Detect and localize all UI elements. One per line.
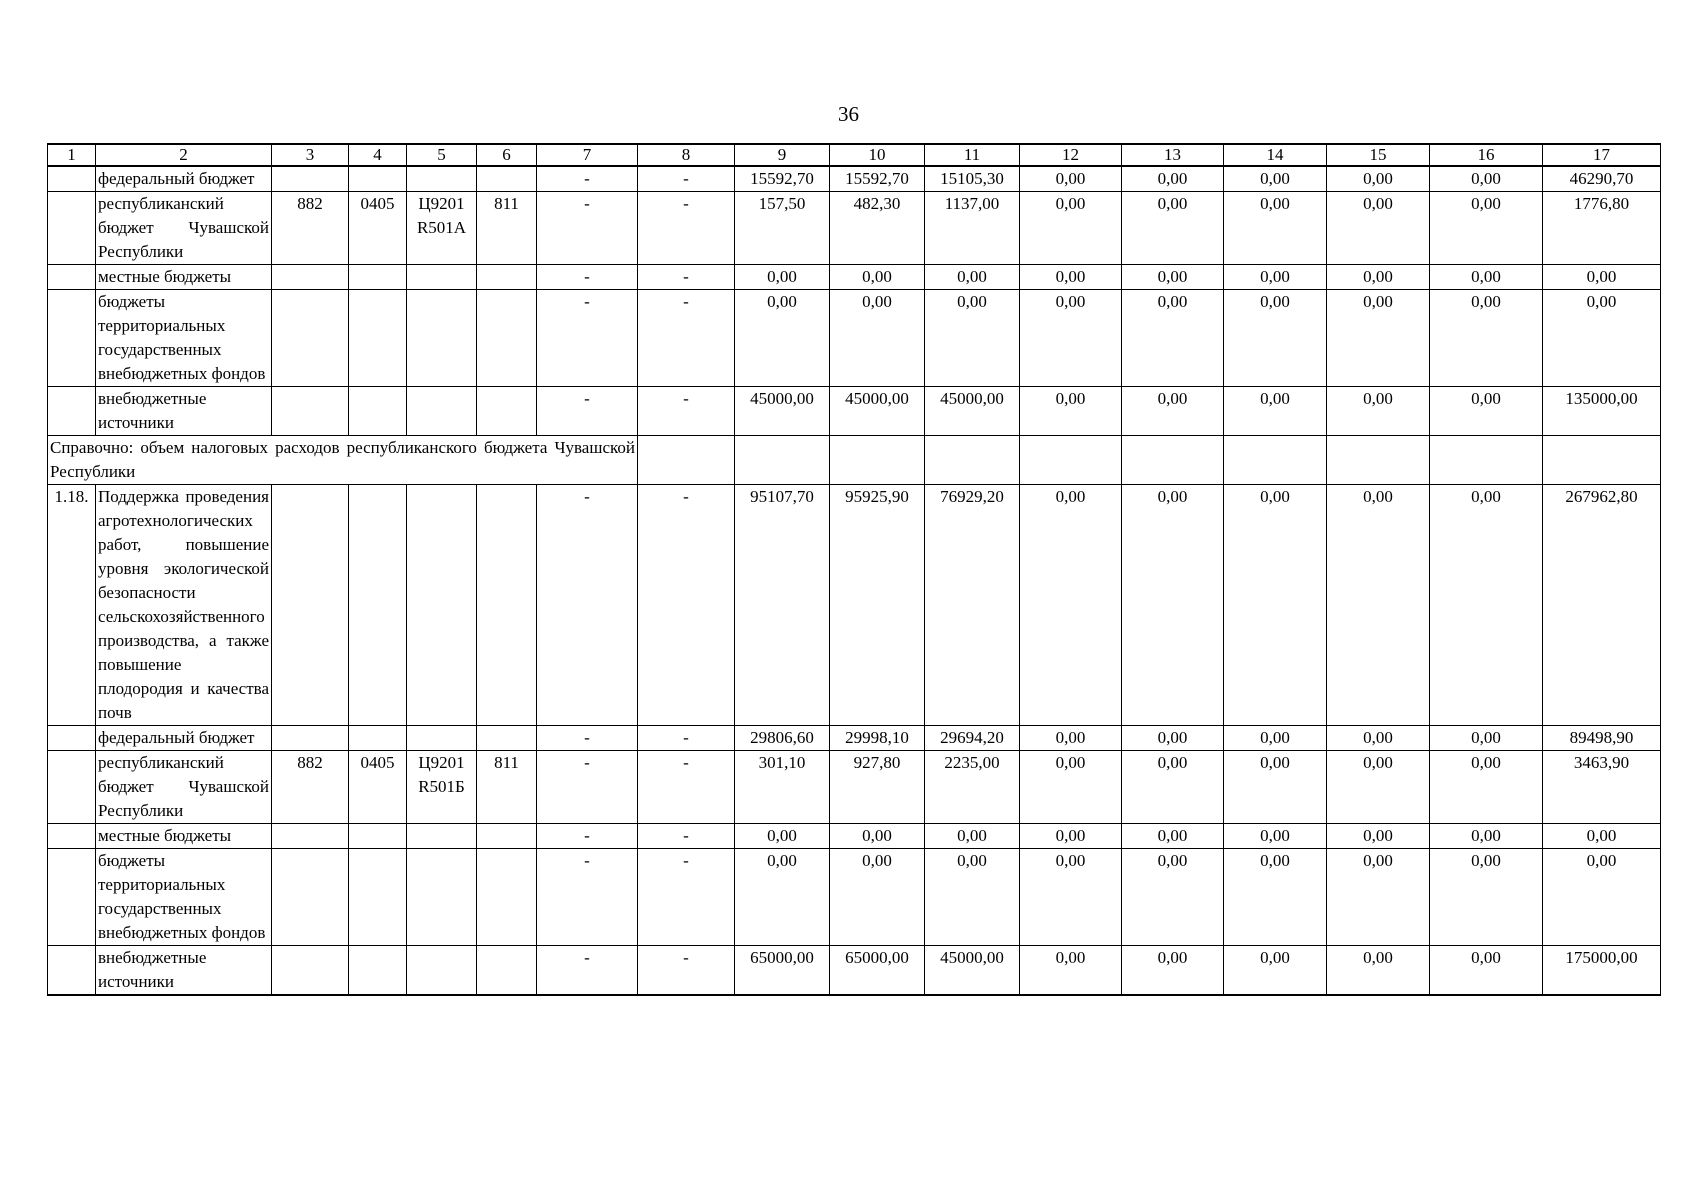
table-cell — [272, 166, 349, 192]
table-cell: 0,00 — [1224, 849, 1327, 946]
table-cell: 0,00 — [1543, 824, 1661, 849]
table-row — [48, 290, 1661, 387]
table-cell: 0,00 — [1430, 485, 1543, 726]
table-cell: 0405 — [349, 751, 407, 824]
column-header: 14 — [1224, 144, 1327, 166]
table-cell: 0,00 — [1122, 265, 1224, 290]
table-cell: 267962,80 — [1543, 485, 1661, 726]
table-row — [48, 751, 1661, 824]
table-cell: - — [537, 849, 638, 946]
table-row — [48, 265, 1661, 290]
table-row — [48, 824, 1661, 849]
table-cell: 0,00 — [735, 824, 830, 849]
table-cell: 0,00 — [1224, 192, 1327, 265]
table-cell: 65000,00 — [735, 946, 830, 996]
table-cell: 0,00 — [1430, 265, 1543, 290]
table-cell: 0,00 — [1020, 265, 1122, 290]
table-cell: федеральный бюджет — [96, 726, 272, 751]
table-cell — [349, 849, 407, 946]
table-cell: федеральный бюджет — [96, 166, 272, 192]
table-cell: 95107,70 — [735, 485, 830, 726]
table-cell: 882 — [272, 192, 349, 265]
table-row — [48, 485, 1661, 726]
table-cell: 0,00 — [1224, 265, 1327, 290]
table-cell: бюджеты территориальных государственных внебюджетных фондов — [96, 290, 272, 387]
table-cell: 0,00 — [830, 265, 925, 290]
column-header: 1 — [48, 144, 96, 166]
table-row — [48, 946, 1661, 996]
table-cell — [272, 946, 349, 996]
table-cell — [638, 436, 735, 485]
table-cell: 29694,20 — [925, 726, 1020, 751]
table-cell: 0,00 — [1020, 751, 1122, 824]
table-cell — [272, 485, 349, 726]
column-header: 10 — [830, 144, 925, 166]
table-cell — [349, 290, 407, 387]
table-cell: - — [638, 192, 735, 265]
table-cell: 0,00 — [925, 824, 1020, 849]
table-cell — [477, 265, 537, 290]
table-cell: 0,00 — [1122, 166, 1224, 192]
table-cell: местные бюджеты — [96, 265, 272, 290]
table-cell: 0,00 — [1224, 387, 1327, 436]
table-cell: 45000,00 — [830, 387, 925, 436]
table-cell — [272, 849, 349, 946]
table-cell: Ц9201 R501А — [407, 192, 477, 265]
table-cell: 95925,90 — [830, 485, 925, 726]
table-cell — [1430, 436, 1543, 485]
table-cell: - — [638, 387, 735, 436]
table-cell — [477, 824, 537, 849]
column-header: 3 — [272, 144, 349, 166]
reference-row — [48, 436, 1661, 485]
table-cell — [477, 946, 537, 996]
budget-table — [47, 143, 1661, 996]
table-cell — [477, 849, 537, 946]
table-cell: 0,00 — [1122, 751, 1224, 824]
table-cell: 15105,30 — [925, 166, 1020, 192]
table-cell — [272, 290, 349, 387]
table-cell — [48, 166, 96, 192]
table-cell — [1122, 436, 1224, 485]
table-cell: - — [638, 751, 735, 824]
table-cell — [407, 849, 477, 946]
table-cell: 0,00 — [1224, 751, 1327, 824]
table-cell: 811 — [477, 751, 537, 824]
table-cell: 0,00 — [1327, 751, 1430, 824]
table-cell: 0,00 — [1543, 265, 1661, 290]
table-cell: 76929,20 — [925, 485, 1020, 726]
table-cell — [477, 290, 537, 387]
table-cell: 0,00 — [830, 290, 925, 387]
table-cell: 0,00 — [1543, 849, 1661, 946]
table-header — [48, 144, 1661, 166]
table-cell: 0,00 — [1020, 192, 1122, 265]
table-cell: 0,00 — [1327, 485, 1430, 726]
table-cell: 15592,70 — [735, 166, 830, 192]
table-cell: 0,00 — [925, 290, 1020, 387]
table-cell: 0,00 — [1020, 290, 1122, 387]
table-cell: 0,00 — [1327, 265, 1430, 290]
table-cell: - — [537, 824, 638, 849]
table-cell — [48, 265, 96, 290]
table-cell: 0,00 — [1430, 824, 1543, 849]
table-cell — [349, 166, 407, 192]
table-row — [48, 849, 1661, 946]
table-cell: 0,00 — [1020, 166, 1122, 192]
table-cell: 811 — [477, 192, 537, 265]
table-cell: внебюджетные источники — [96, 387, 272, 436]
table-cell — [349, 946, 407, 996]
table-cell: 0,00 — [735, 265, 830, 290]
table-cell — [477, 166, 537, 192]
table-cell: - — [537, 946, 638, 996]
table-cell: 175000,00 — [1543, 946, 1661, 996]
table-cell — [349, 726, 407, 751]
table-cell — [830, 436, 925, 485]
table-cell: 2235,00 — [925, 751, 1020, 824]
column-header: 6 — [477, 144, 537, 166]
column-header: 4 — [349, 144, 407, 166]
table-cell: 0,00 — [1430, 192, 1543, 265]
table-cell: - — [638, 726, 735, 751]
table-cell: - — [638, 849, 735, 946]
table-body — [48, 166, 1661, 995]
table-cell — [272, 726, 349, 751]
table-cell — [1543, 436, 1661, 485]
table-cell — [477, 726, 537, 751]
table-cell — [48, 726, 96, 751]
table-cell — [272, 387, 349, 436]
table-cell — [48, 290, 96, 387]
table-cell: - — [537, 166, 638, 192]
table-cell — [48, 946, 96, 996]
table-cell: 0,00 — [1430, 166, 1543, 192]
table-cell: - — [537, 290, 638, 387]
table-cell: 0,00 — [735, 290, 830, 387]
table-cell — [272, 265, 349, 290]
table-cell: 482,30 — [830, 192, 925, 265]
column-header: 5 — [407, 144, 477, 166]
table-cell: 0,00 — [925, 265, 1020, 290]
table-cell — [349, 824, 407, 849]
table-cell: 1.18. — [48, 485, 96, 726]
table-cell: 46290,70 — [1543, 166, 1661, 192]
table-cell: 0,00 — [1327, 290, 1430, 387]
column-header: 12 — [1020, 144, 1122, 166]
table-cell: 0,00 — [1327, 192, 1430, 265]
table-cell: республиканский бюджет Чувашской Республики — [96, 751, 272, 824]
table-cell: 0,00 — [1430, 290, 1543, 387]
table-cell: 45000,00 — [925, 387, 1020, 436]
table-cell: республиканский бюджет Чувашской Республики — [96, 192, 272, 265]
table-cell: Поддержка проведения агротехнологических работ, повышение уровня экологической безопасности сельскохозяйственного производства, а также повышение плодородия и качества почв — [96, 485, 272, 726]
column-header: 15 — [1327, 144, 1430, 166]
table-cell: 0,00 — [1430, 726, 1543, 751]
table-cell: 0,00 — [925, 849, 1020, 946]
table-row — [48, 387, 1661, 436]
table-cell: 0,00 — [1327, 824, 1430, 849]
table-cell — [349, 485, 407, 726]
table-cell — [925, 436, 1020, 485]
table-cell: 29806,60 — [735, 726, 830, 751]
table-cell: 65000,00 — [830, 946, 925, 996]
table-cell: 0,00 — [830, 824, 925, 849]
table-cell: 0,00 — [1224, 946, 1327, 996]
column-header: 9 — [735, 144, 830, 166]
table-cell: 135000,00 — [1543, 387, 1661, 436]
table-cell: 0,00 — [1327, 849, 1430, 946]
table-cell — [407, 946, 477, 996]
column-header: 8 — [638, 144, 735, 166]
table-cell — [407, 485, 477, 726]
column-header: 13 — [1122, 144, 1224, 166]
table-cell: 0,00 — [1543, 290, 1661, 387]
table-cell: 15592,70 — [830, 166, 925, 192]
table-cell: 0,00 — [1020, 726, 1122, 751]
table-row — [48, 726, 1661, 751]
table-cell: 0,00 — [1430, 751, 1543, 824]
column-header: 2 — [96, 144, 272, 166]
table-cell: 89498,90 — [1543, 726, 1661, 751]
page-number: 36 — [838, 102, 859, 126]
table-cell — [1020, 436, 1122, 485]
table-cell: - — [638, 824, 735, 849]
column-header: 11 — [925, 144, 1020, 166]
table-cell — [349, 387, 407, 436]
table-cell: - — [537, 192, 638, 265]
table-cell — [48, 387, 96, 436]
table-cell: 0,00 — [1020, 824, 1122, 849]
table-cell: - — [638, 265, 735, 290]
table-cell: - — [537, 485, 638, 726]
table-cell: - — [537, 726, 638, 751]
table-cell — [48, 751, 96, 824]
table-cell: 0,00 — [1122, 192, 1224, 265]
table-cell: 45000,00 — [925, 946, 1020, 996]
table-cell: Ц9201 R501Б — [407, 751, 477, 824]
table-cell: 0,00 — [1224, 290, 1327, 387]
table-cell — [407, 166, 477, 192]
table-cell: 157,50 — [735, 192, 830, 265]
table-cell: 0,00 — [1430, 946, 1543, 996]
table-cell: 0,00 — [1122, 290, 1224, 387]
table-cell: 45000,00 — [735, 387, 830, 436]
table-cell: местные бюджеты — [96, 824, 272, 849]
table-cell: 0,00 — [735, 849, 830, 946]
table-cell: 0,00 — [1327, 166, 1430, 192]
table-cell: - — [537, 751, 638, 824]
table-cell: 0,00 — [1224, 824, 1327, 849]
column-header: 7 — [537, 144, 638, 166]
table-cell: 927,80 — [830, 751, 925, 824]
table-cell: 1776,80 — [1543, 192, 1661, 265]
table-cell — [407, 387, 477, 436]
table-cell: 1137,00 — [925, 192, 1020, 265]
table-cell: 0,00 — [1327, 946, 1430, 996]
table-cell: 301,10 — [735, 751, 830, 824]
table-cell — [735, 436, 830, 485]
table-cell: 0,00 — [830, 849, 925, 946]
table-cell: 0,00 — [1020, 387, 1122, 436]
table-cell: 0,00 — [1020, 849, 1122, 946]
table-cell — [1224, 436, 1327, 485]
table-cell: 0,00 — [1224, 485, 1327, 726]
table-cell — [48, 824, 96, 849]
table-cell: 0,00 — [1224, 166, 1327, 192]
table-cell — [272, 824, 349, 849]
table-cell: бюджеты территориальных государственных внебюджетных фондов — [96, 849, 272, 946]
table-cell — [407, 265, 477, 290]
table-cell — [477, 485, 537, 726]
table-cell: внебюджетные источники — [96, 946, 272, 996]
table-row — [48, 166, 1661, 192]
table-cell: 0,00 — [1020, 485, 1122, 726]
table-cell: - — [638, 485, 735, 726]
table-cell: 882 — [272, 751, 349, 824]
table-cell: 0,00 — [1020, 946, 1122, 996]
table-cell: 0405 — [349, 192, 407, 265]
column-header: 16 — [1430, 144, 1543, 166]
table-cell: 0,00 — [1327, 387, 1430, 436]
table-cell: - — [638, 166, 735, 192]
table-cell: - — [537, 387, 638, 436]
table-cell — [407, 726, 477, 751]
table-cell — [477, 387, 537, 436]
table-cell — [48, 849, 96, 946]
table-cell: 0,00 — [1122, 485, 1224, 726]
table-cell: 3463,90 — [1543, 751, 1661, 824]
table-cell — [407, 824, 477, 849]
table-cell: 0,00 — [1122, 387, 1224, 436]
table-cell: 29998,10 — [830, 726, 925, 751]
header-row — [48, 144, 1661, 166]
table-row — [48, 192, 1661, 265]
table-cell — [48, 192, 96, 265]
table-cell: 0,00 — [1122, 946, 1224, 996]
reference-note: Справочно: объем налоговых расходов республиканского бюджета Чувашской Республики — [48, 436, 638, 485]
table-cell: 0,00 — [1430, 387, 1543, 436]
table-cell: - — [638, 290, 735, 387]
table-cell: 0,00 — [1327, 726, 1430, 751]
table-cell — [1327, 436, 1430, 485]
table-cell: 0,00 — [1122, 824, 1224, 849]
column-header: 17 — [1543, 144, 1661, 166]
table-cell: 0,00 — [1430, 849, 1543, 946]
table-cell — [349, 265, 407, 290]
table-cell: 0,00 — [1122, 726, 1224, 751]
table-cell — [407, 290, 477, 387]
table-cell: 0,00 — [1122, 849, 1224, 946]
table-cell: - — [638, 946, 735, 996]
table-cell: - — [537, 265, 638, 290]
table-cell: 0,00 — [1224, 726, 1327, 751]
